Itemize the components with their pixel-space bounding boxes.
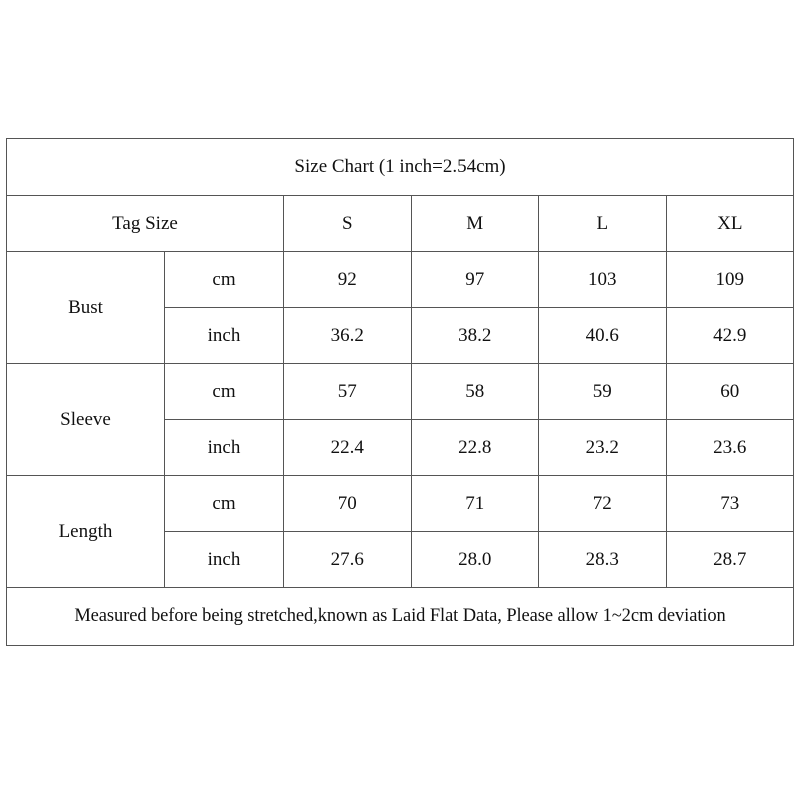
table-cell: 72 — [539, 476, 667, 532]
unit-label: cm — [165, 476, 284, 532]
table-cell: 23.2 — [539, 420, 667, 476]
footnote-row — [7, 588, 794, 646]
size-header-s: S — [284, 196, 412, 252]
footnote: Measured before being stretched,known as Laid Flat Data, Please allow 1~2cm deviation — [7, 588, 794, 646]
table-cell: 23.6 — [666, 420, 794, 476]
table-cell: 59 — [539, 364, 667, 420]
table-cell: 57 — [284, 364, 412, 420]
tag-size-label: Tag Size — [7, 196, 284, 252]
table-cell: 40.6 — [539, 308, 667, 364]
measure-label-bust: Bust — [7, 252, 165, 364]
table-cell: 70 — [284, 476, 412, 532]
table-cell: 92 — [284, 252, 412, 308]
table-cell: 42.9 — [666, 308, 794, 364]
size-header-l: L — [539, 196, 667, 252]
unit-label: cm — [165, 252, 284, 308]
table-cell: 28.7 — [666, 532, 794, 588]
table-cell: 60 — [666, 364, 794, 420]
table-cell: 38.2 — [411, 308, 539, 364]
unit-label: inch — [165, 420, 284, 476]
size-chart-table — [6, 138, 794, 646]
unit-label: inch — [165, 308, 284, 364]
size-header-m: M — [411, 196, 539, 252]
title-row — [7, 139, 794, 196]
table-cell: 97 — [411, 252, 539, 308]
table-cell: 22.4 — [284, 420, 412, 476]
header-row — [7, 196, 794, 252]
measure-label-sleeve: Sleeve — [7, 364, 165, 476]
size-header-xl: XL — [666, 196, 794, 252]
unit-label: cm — [165, 364, 284, 420]
table-cell: 73 — [666, 476, 794, 532]
table-cell: 28.0 — [411, 532, 539, 588]
table-cell: 109 — [666, 252, 794, 308]
table-cell: 71 — [411, 476, 539, 532]
table-cell: 58 — [411, 364, 539, 420]
table-cell: 22.8 — [411, 420, 539, 476]
table-cell: 28.3 — [539, 532, 667, 588]
table-cell: 103 — [539, 252, 667, 308]
chart-title: Size Chart (1 inch=2.54cm) — [7, 139, 794, 196]
table-cell: 36.2 — [284, 308, 412, 364]
table-cell: 27.6 — [284, 532, 412, 588]
table-row — [7, 252, 794, 308]
table-row — [7, 476, 794, 532]
unit-label: inch — [165, 532, 284, 588]
measure-label-length: Length — [7, 476, 165, 588]
table-row — [7, 364, 794, 420]
